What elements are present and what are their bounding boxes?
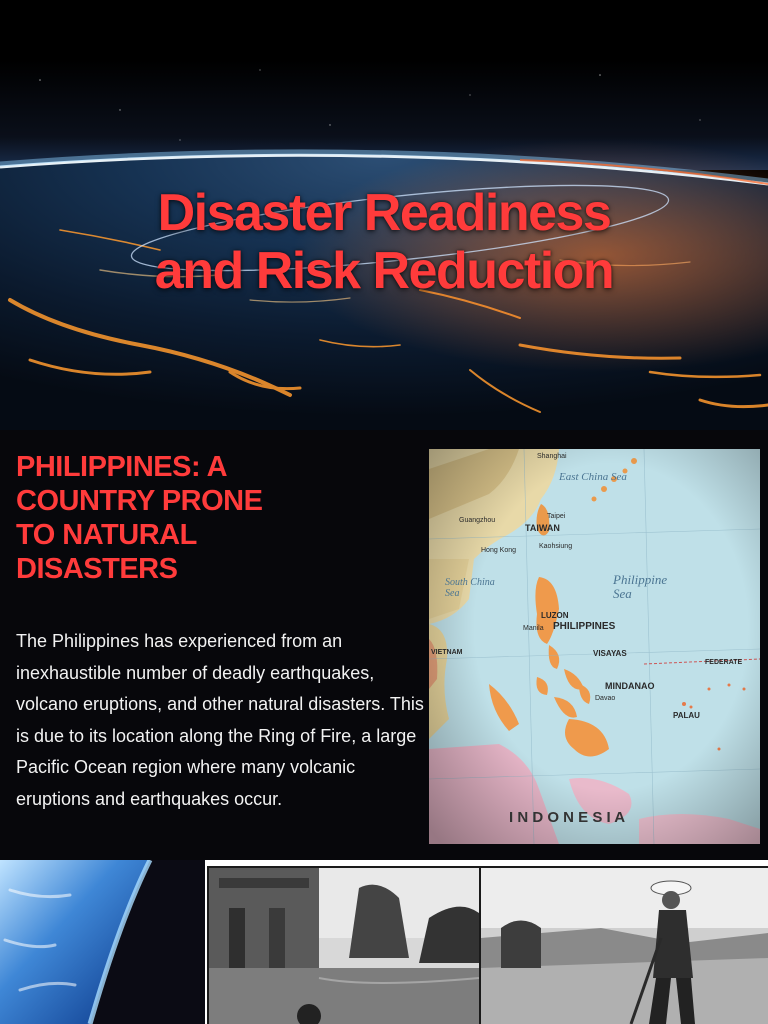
flood-street-photo: [209, 868, 479, 1024]
hero-title: [0, 184, 768, 300]
hero-title-line-1: Disaster Readiness: [157, 184, 611, 242]
map-label-shanghai: Shanghai: [537, 453, 567, 460]
map-label-visayas: VISAYAS: [593, 649, 627, 658]
section-heading: [16, 450, 416, 586]
map-label-mindanao: MINDANAO: [605, 681, 655, 691]
philippines-map-image: [429, 449, 760, 844]
map-label-kaohsiung: Kaohsiung: [539, 543, 573, 550]
hero-title-line-2: and Risk Reduction: [154, 242, 614, 300]
heading-line-4: DISASTERS: [16, 553, 178, 585]
map-label-indonesia: I N D O N E S I A: [509, 809, 626, 826]
map-label-davao: Davao: [595, 695, 616, 702]
body-paragraph: The Philippines has experienced from an inexhaustible number of deadly earthquakes, volcano eruptions, and other natural disasters. This is due to its location along the Ring of Fire, a large Pacific Ocean region where many volcanic eruptions and earthquakes occur.: [16, 631, 424, 809]
map-label-guangzhou: Guangzhou: [459, 517, 496, 524]
map-label-manila: Manila: [523, 625, 544, 632]
map-label-federated: FEDERATE: [705, 659, 743, 666]
farmer-photo: [481, 868, 768, 1024]
heading-line-1: PHILIPPINES: A: [16, 451, 228, 483]
heading-line-2: COUNTRY PRONE: [16, 485, 263, 517]
map-label-east-china-sea: East China Sea: [559, 471, 627, 483]
map-label-palau: PALAU: [673, 711, 700, 720]
map-label-luzon: LUZON: [541, 611, 569, 620]
map-label-south-china-sea: South China Sea: [445, 577, 495, 599]
map-label-hong-kong: Hong Kong: [481, 547, 517, 554]
heading-line-3: TO NATURAL: [16, 519, 197, 551]
earth-horizon-image: [0, 860, 205, 1024]
map-label-taiwan: TAIWAN: [525, 523, 560, 533]
map-label-philippines: PHILIPPINES: [553, 621, 616, 632]
hero-banner: [0, 0, 768, 430]
map-label-taipei: Taipei: [547, 513, 566, 520]
map-label-philippine-sea: Philippine Sea: [613, 572, 668, 601]
map-graphic: [429, 449, 760, 844]
photo-strip: [0, 860, 768, 1024]
map-label-vietnam: VIETNAM: [431, 649, 463, 656]
article-section: [0, 430, 768, 860]
